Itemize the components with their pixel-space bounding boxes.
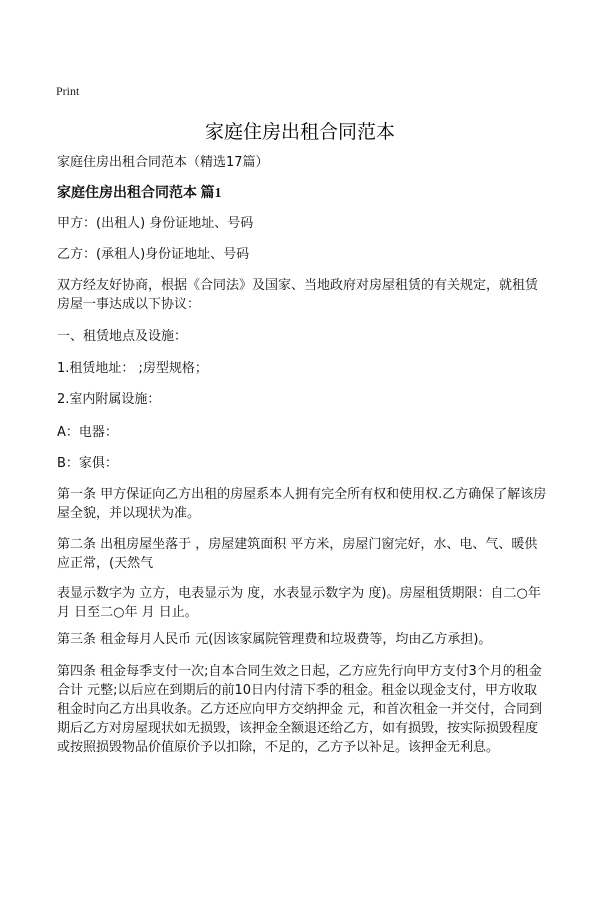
section-heading: 家庭住房出租合同范本 篇1 [57, 186, 222, 201]
print-label: Print [56, 84, 80, 98]
article-1: 第一条 甲方保证向乙方出租的房屋系本人拥有完全所有权和使用权.乙方确保了解该房屋全貌，并以现状为准。 [57, 487, 547, 521]
appliances-line: A：电器： [57, 425, 118, 440]
article-2-continued: 表显示数字为 立方，电表显示为 度，水表显示数字为 度)。房屋租赁期限：自二○年 月 日至二○年 月 日止。 [57, 586, 541, 620]
document-subtitle: 家庭住房出租合同范本（精选17篇） [57, 155, 269, 170]
article-4: 第四条 租金每季支付一次;自本合同生效之日起，乙方应先行向甲方支付3个月的租金合计 元整;以后应在到期后的前10日内付清下季的租金。租金以现金支付，甲方收取租金时向乙方出具收条。乙方还应向甲方交纳押金 元，和首次租金一并交付，合同到期后乙方对房屋现状如无损毁，该押金全额退还给乙方，如有损毁，按实际损毁程度或按照损毁物品价值原价予以扣除，不足的，乙方予以补足。该押金无利息。 [57, 664, 543, 755]
article-3: 第三条 租金每月人民币 元(因该家属院管理费和垃圾费等，均由乙方承担)。 [57, 632, 492, 647]
article-2: 第二条 出租房屋坐落于 ，房屋建筑面积 平方米，房屋门窗完好，水、电、气、暖供应正常，(天然气 [57, 537, 538, 571]
furniture-line: B：家俱： [57, 456, 118, 471]
clause-heading-1: 一、租赁地点及设施： [57, 329, 188, 344]
party-b-line: 乙方：(承租人)身份证地址、号码 [57, 247, 250, 262]
facilities-line: 2.室内附属设施： [57, 392, 161, 407]
party-a-line: 甲方：(出租人) 身份证地址、号码 [57, 216, 254, 231]
rental-address-line: 1.租赁地址： ;房型规格； [57, 361, 208, 376]
agreement-intro: 双方经友好协商，根据《合同法》及国家、当地政府对房屋租赁的有关规定，就租赁房屋一事达成以下协议： [57, 278, 539, 312]
document-title: 家庭住房出租合同范本 [204, 121, 395, 143]
